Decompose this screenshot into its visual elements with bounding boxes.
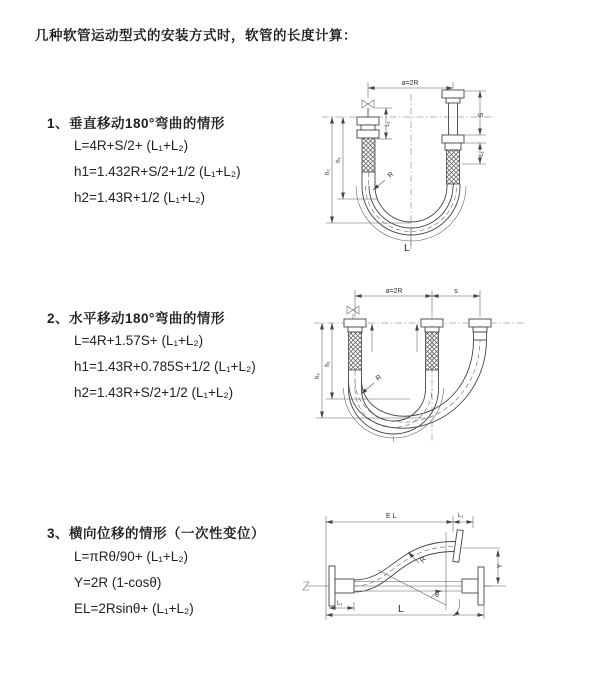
radius-callout — [373, 171, 395, 190]
page-title: 几种软管运动型式的安装方式时，软管的长度计算： — [35, 28, 357, 43]
section2-formula-L: L=4R+1.57S+ (L₁+L₂) — [74, 333, 204, 348]
label-R: R — [386, 170, 396, 180]
hose-swung-position — [349, 340, 487, 428]
label-Y: Y — [497, 563, 504, 569]
hose-s-curve — [354, 541, 455, 592]
label-theta: θ — [435, 592, 439, 599]
label-L1-top: L₁ — [458, 513, 464, 519]
label-h1: h₁ — [336, 157, 342, 163]
valve-icon — [362, 100, 374, 117]
right-fitting — [442, 90, 464, 184]
left-fitting — [357, 117, 379, 172]
label-EL: EL — [386, 513, 399, 520]
section2-formula-h2: h2=1.43R+S/2+1/2 (L₁+L₂) — [74, 385, 234, 400]
label-h1: h₁ — [325, 361, 331, 367]
label-L1-right: L₁ — [479, 151, 485, 157]
diagram-vertical-180-bend — [312, 60, 570, 256]
radius-callout — [361, 374, 383, 394]
label-S: S — [478, 112, 485, 118]
section3-formula-Y: Y=2R (1-cosθ) — [74, 575, 162, 590]
label-R: R — [419, 555, 428, 565]
dimension-L1-right — [462, 143, 486, 164]
label-R: R — [374, 373, 384, 383]
label-L: L — [404, 242, 410, 254]
right-fitting — [469, 319, 491, 340]
angle-construction — [378, 532, 460, 616]
upper-flange-displaced — [453, 530, 500, 563]
dimension-L1-top — [453, 513, 473, 528]
dimension-S — [464, 91, 486, 135]
section3-formula-L: L=πRθ/90+ (L₁+L₂) — [74, 549, 189, 564]
dimension-a2R — [355, 288, 480, 317]
section3-formula-EL: EL=2Rsinθ+ (L₁+L₂) — [74, 601, 194, 616]
label-a2R: a=2R — [385, 288, 403, 295]
label-L1-left: L₁ — [337, 601, 343, 607]
label-L1-left: L₁ — [385, 121, 391, 127]
section2-heading: 2、水平移动180°弯曲的情形 — [47, 311, 225, 326]
stroke-arrows — [372, 324, 417, 352]
section1-heading: 1、垂直移动180°弯曲的情形 — [47, 116, 225, 131]
valve-icon — [347, 306, 359, 319]
label-s: s — [454, 288, 458, 295]
diagram-lateral-displacement — [296, 502, 594, 652]
hose-deep-u-bend — [344, 370, 444, 442]
section1-formula-L: L=4R+S/2+ (L₁+L₂) — [74, 138, 189, 153]
dimension-a2R — [368, 80, 453, 98]
dimension-L — [326, 603, 484, 619]
middle-fitting — [421, 319, 443, 370]
section1-formula-h2: h2=1.43R+1/2 (L₁+L₂) — [74, 190, 206, 205]
dimension-Y — [484, 550, 506, 586]
label-h2: h₂ — [315, 373, 321, 379]
left-flange — [329, 566, 354, 606]
label-h2: h₂ — [325, 169, 331, 175]
section1-formula-h1: h1=1.432R+S/2+1/2 (L₁+L₂) — [74, 164, 241, 179]
label-L: L — [398, 603, 404, 615]
right-lower-flange — [462, 567, 484, 605]
section3-heading: 3、横向位移的情形（一次性变位） — [47, 526, 266, 541]
label-a2R: a=2R — [401, 80, 419, 87]
left-fitting — [344, 319, 366, 370]
diagram-horizontal-180-bend — [306, 284, 582, 466]
dimension-h1-h2 — [315, 323, 425, 418]
centerlines — [314, 312, 524, 442]
section2-formula-h1: h1=1.43R+0.785S+1/2 (L₁+L₂) — [74, 359, 256, 374]
